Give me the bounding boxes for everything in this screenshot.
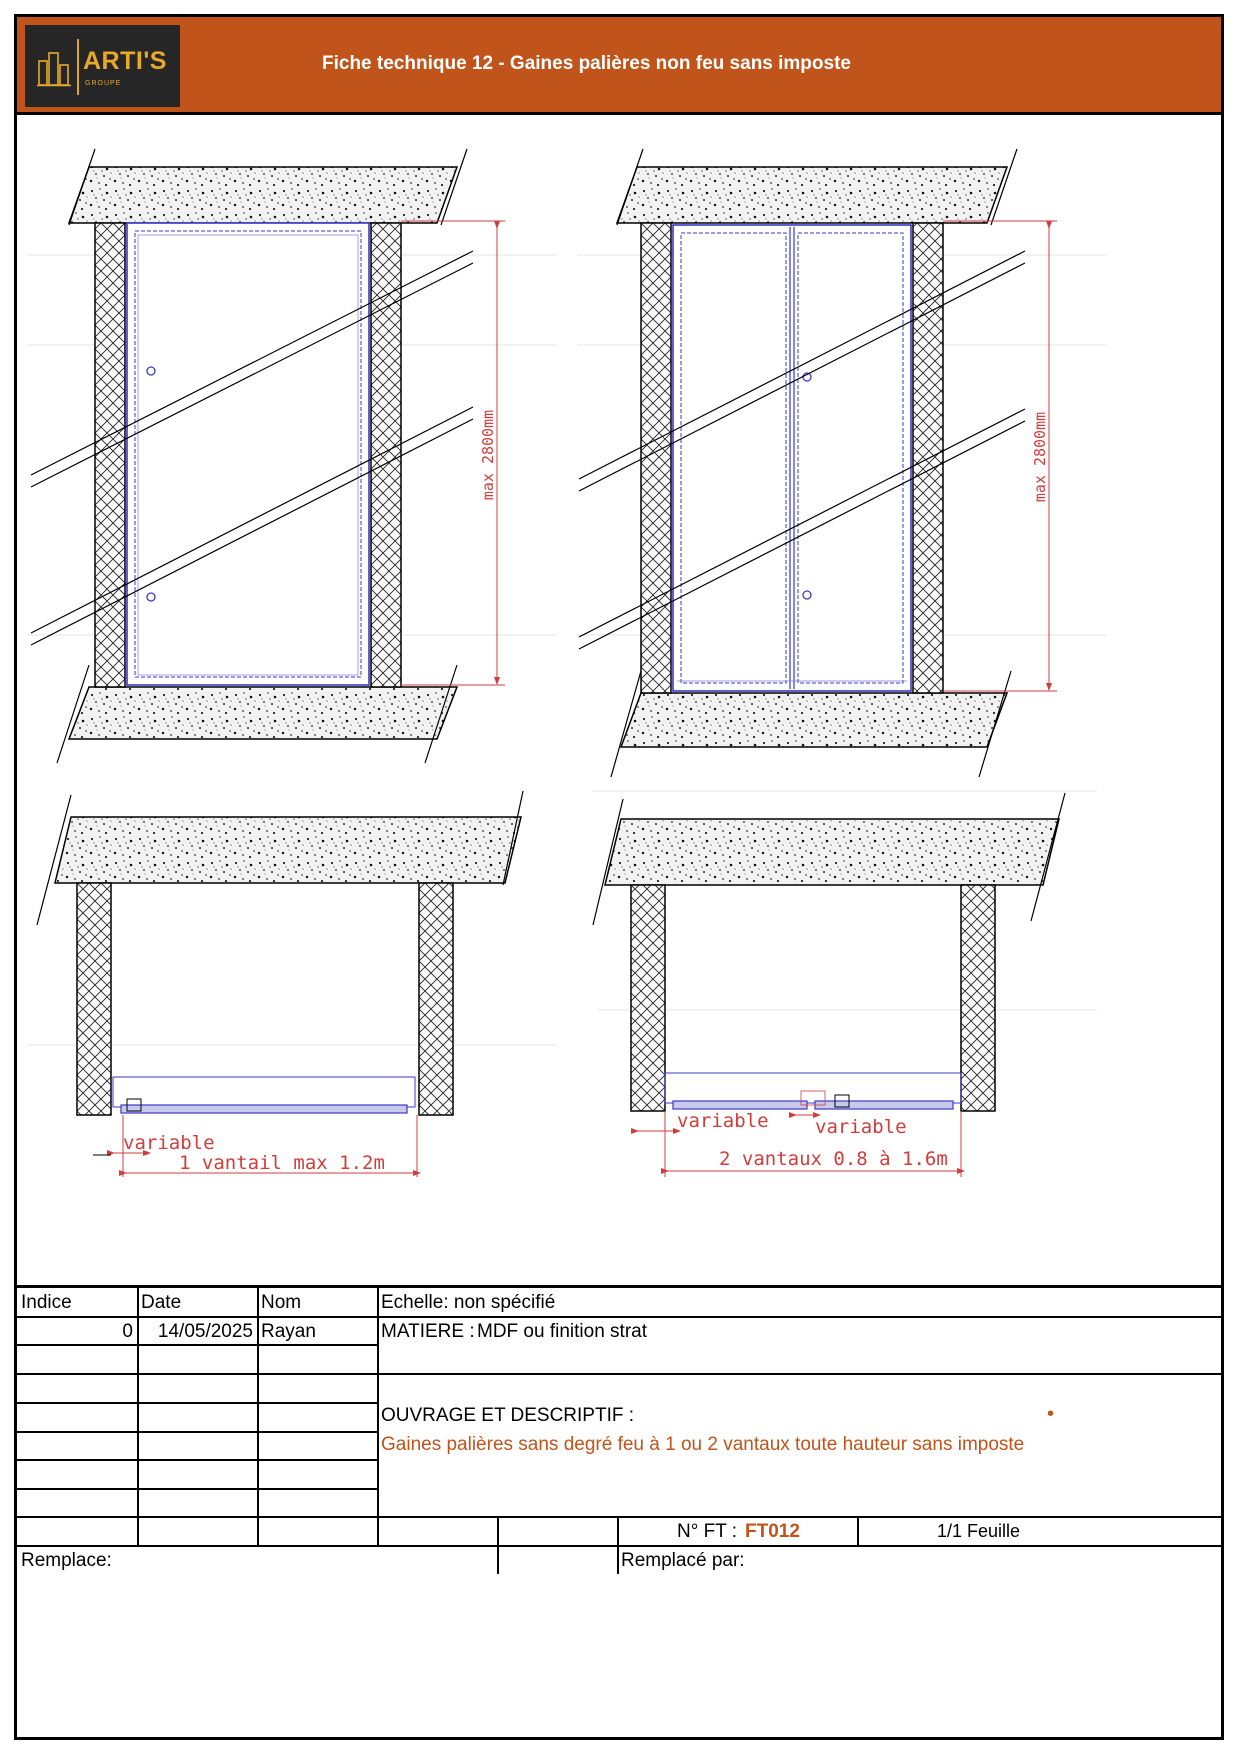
column-header-nom: Nom	[261, 1292, 302, 1313]
scale-label: Echelle: non spécifié	[381, 1292, 556, 1313]
variable-label-left: variable	[677, 1110, 769, 1132]
header-banner	[17, 17, 1221, 115]
height-dimension-label: max 2800mm	[479, 409, 497, 501]
title-block	[17, 1285, 1221, 1737]
plan-single-leaf	[37, 791, 523, 1177]
sheet-number-label: N° FT :	[677, 1521, 738, 1542]
width-dimension-label: 2 vantaux 0.8 à 1.6m	[719, 1148, 948, 1170]
logo-brand: ARTI'S	[83, 47, 167, 75]
material-value: MDF ou finition strat	[477, 1321, 647, 1342]
revision-author: Rayan	[261, 1321, 316, 1342]
building-icon	[37, 47, 71, 87]
revision-index: 0	[122, 1321, 133, 1342]
height-dimension-label: max 2800mm	[1031, 411, 1049, 503]
elevation-double-leaf	[579, 149, 1057, 777]
page-title: Fiche technique 12 - Gaines palières non feu sans imposte	[322, 53, 851, 74]
work-description-value: Gaines palières sans degré feu à 1 ou 2 vantaux toute hauteur sans imposte	[381, 1434, 1025, 1455]
column-header-indice: Indice	[21, 1292, 72, 1313]
sheet-count: 1/1 Feuille	[937, 1521, 1021, 1541]
material-label: MATIERE :	[381, 1321, 475, 1342]
bullet-marker: •	[1047, 1403, 1055, 1425]
technical-drawing	[17, 115, 1221, 1275]
replaces-label: Remplace:	[21, 1550, 112, 1571]
drawing-canvas	[17, 115, 1221, 1275]
work-description-label: OUVRAGE ET DESCRIPTIF :	[381, 1405, 635, 1426]
replaced-by-label: Remplacé par:	[621, 1550, 745, 1571]
column-header-date: Date	[141, 1292, 182, 1313]
plan-double-leaf	[593, 793, 1065, 1177]
elevation-single-leaf	[31, 149, 505, 763]
variable-label-right: variable	[815, 1116, 907, 1138]
variable-label: variable	[123, 1132, 215, 1154]
revision-date: 14/05/2025	[157, 1321, 253, 1342]
company-logo	[25, 25, 180, 107]
logo-separator	[77, 39, 79, 95]
sheet-number-value: FT012	[745, 1521, 800, 1542]
width-dimension-label: 1 vantail max 1.2m	[179, 1152, 385, 1174]
logo-subtitle: GROUPE	[85, 80, 122, 87]
technical-sheet	[14, 14, 1224, 1740]
